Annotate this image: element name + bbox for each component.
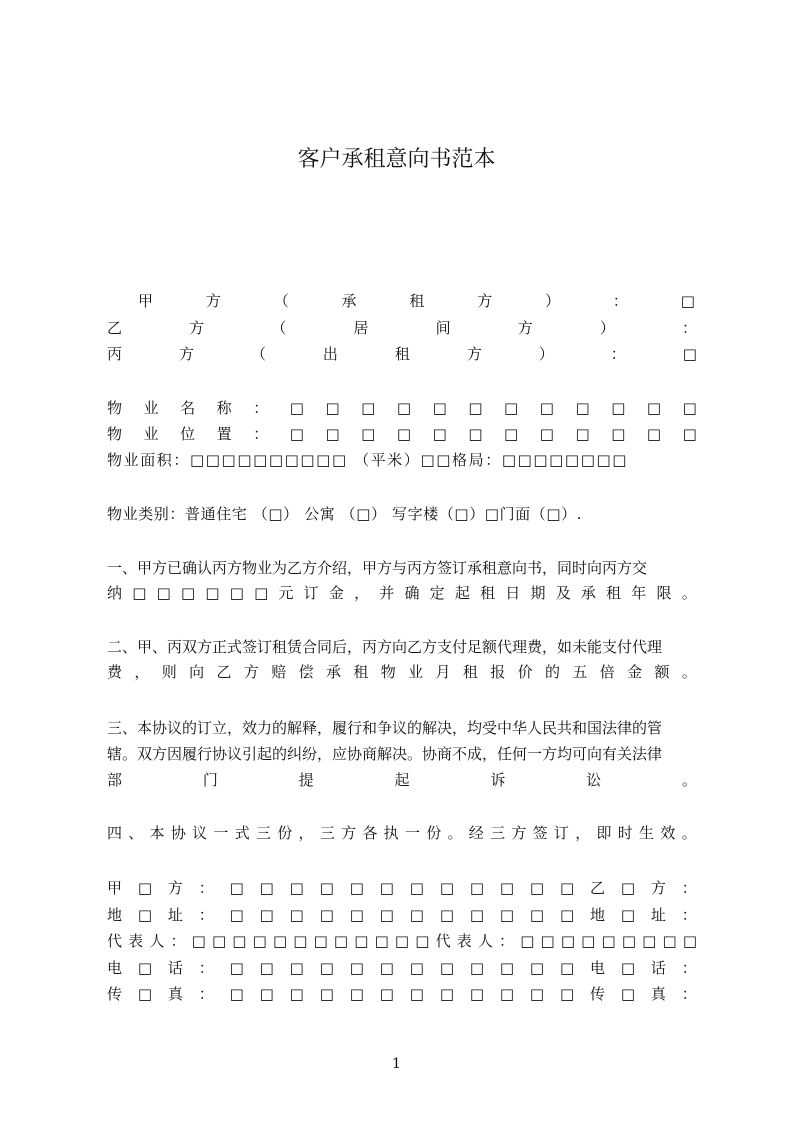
glyph: 纳 (107, 584, 123, 602)
glyph: 五 (572, 663, 588, 681)
glyph: 限 (656, 584, 672, 602)
glyph: 协 (170, 824, 186, 842)
glyph: □ (539, 425, 554, 443)
glyph: 人 (477, 932, 493, 950)
glyph: □ (646, 399, 662, 417)
glyph: □ (289, 906, 304, 924)
glyph: 表 (456, 932, 472, 950)
glyph: □ (211, 932, 227, 950)
glyph: 业 (408, 663, 424, 681)
glyph: □ (137, 959, 153, 977)
glyph: □ (379, 906, 394, 924)
glyph: ， (575, 824, 591, 842)
glyph: □ (439, 906, 455, 924)
glyph: □ (156, 584, 171, 602)
glyph: □ (560, 932, 576, 950)
glyph: 名 (180, 399, 196, 417)
party-c-line (107, 343, 697, 365)
glyph: 承 (326, 663, 342, 681)
glyph: □ (229, 906, 244, 924)
glyph: 。 (447, 824, 463, 842)
glyph: □ (439, 959, 455, 977)
glyph: □ (349, 879, 364, 897)
glyph: 经 (468, 824, 484, 842)
glyph: 即 (596, 824, 612, 842)
glyph: □ (396, 399, 412, 417)
glyph: 费 (107, 663, 123, 681)
glyph: 一 (213, 824, 229, 842)
glyph: 位 (180, 425, 196, 443)
glyph: 方 (477, 292, 493, 310)
glyph: □ (620, 879, 636, 897)
signature-address-line (107, 904, 697, 926)
glyph: □ (354, 932, 369, 950)
glyph: □ (646, 425, 662, 443)
glyph: 租 (394, 345, 410, 363)
glyph: 金 (627, 663, 643, 681)
glyph: □ (611, 425, 626, 443)
glyph: □ (289, 879, 304, 897)
glyph: 丙 (107, 345, 123, 363)
glyph: ： (253, 399, 269, 417)
glyph: □ (379, 985, 394, 1003)
glyph: 间 (435, 319, 451, 337)
glyph: □ (229, 584, 244, 602)
glyph: 则 (161, 663, 177, 681)
glyph: 租 (480, 584, 496, 602)
glyph: 。 (681, 824, 697, 842)
glyph: □ (252, 932, 267, 950)
glyph: 起 (454, 584, 470, 602)
glyph: ） (599, 319, 615, 337)
glyph: □ (361, 425, 376, 443)
glyph: □ (319, 959, 334, 977)
glyph: □ (272, 932, 288, 950)
clause-2-line-2 (107, 661, 697, 683)
glyph: 份 (426, 824, 442, 842)
glyph: □ (469, 959, 485, 977)
glyph: □ (439, 879, 455, 897)
signature-representative-line (107, 930, 697, 952)
signature-party-line (107, 877, 697, 899)
glyph: ： (198, 879, 214, 897)
glyph: □ (469, 906, 485, 924)
glyph: 乙 (216, 663, 232, 681)
glyph: 物 (107, 399, 123, 417)
glyph: （ (271, 319, 287, 337)
signature-fax-line (107, 983, 697, 1005)
glyph: 址 (167, 906, 183, 924)
glyph: 提 (298, 771, 314, 789)
glyph: 方 (243, 663, 259, 681)
glyph: 式 (234, 824, 250, 842)
glyph: □ (409, 985, 424, 1003)
glyph: □ (325, 425, 340, 443)
glyph: □ (191, 932, 206, 950)
glyph: 的 (545, 663, 561, 681)
glyph: 方 (650, 879, 666, 897)
glyph: ， (354, 584, 370, 602)
glyph: □ (601, 932, 616, 950)
glyph: 。 (681, 584, 697, 602)
glyph: □ (132, 584, 147, 602)
glyph: ， (134, 663, 150, 681)
glyph: □ (620, 906, 636, 924)
glyph: □ (559, 959, 575, 977)
party-b-line (107, 317, 697, 339)
signature-phone-line (107, 957, 697, 979)
clause-3-line-2: 辖。双方因履行协议引起的纠纷，应协商解决。协商不成，任何一方均可向有关法律 (107, 745, 663, 763)
glyph: □ (319, 985, 334, 1003)
glyph: 三 (490, 824, 506, 842)
glyph: 方 (189, 319, 205, 337)
glyph: 诉 (490, 771, 506, 789)
glyph: 报 (490, 663, 506, 681)
glyph: □ (581, 932, 596, 950)
glyph: 起 (394, 771, 410, 789)
glyph: 代 (435, 932, 451, 950)
glyph: □ (529, 985, 545, 1003)
glyph: 订 (303, 584, 319, 602)
glyph: 代 (107, 932, 123, 950)
glyph: □ (520, 932, 535, 950)
page-number: 1 (392, 1056, 401, 1072)
glyph: □ (349, 906, 364, 924)
glyph: 四 (107, 824, 123, 842)
clause-3-line-3 (107, 769, 697, 791)
glyph: 置 (216, 425, 232, 443)
glyph: 址 (650, 906, 666, 924)
property-area-line: 物业面积：□□□□□□□□□□ （平米）□□格局：□□□□□□□□ (107, 451, 629, 469)
glyph: □ (137, 985, 153, 1003)
glyph: 租 (606, 584, 622, 602)
glyph: 方 (178, 345, 194, 363)
glyph: □ (289, 959, 304, 977)
glyph: 话 (167, 959, 183, 977)
property-type-line: 物业类别：普通住宅 （□） 公寓 （□） 写字楼（□）□门面（□）. (107, 505, 583, 523)
glyph: □ (259, 985, 274, 1003)
glyph: □ (319, 906, 334, 924)
glyph: （ (273, 292, 289, 310)
glyph: 向 (189, 663, 205, 681)
glyph: □ (349, 985, 364, 1003)
glyph: □ (259, 959, 274, 977)
glyph: 元 (278, 584, 294, 602)
glyph: 物 (380, 663, 396, 681)
glyph: □ (559, 906, 575, 924)
glyph: 乙 (107, 319, 123, 337)
glyph: 三 (255, 824, 271, 842)
glyph: □ (499, 906, 515, 924)
glyph: 甲 (107, 879, 123, 897)
glyph: 一 (404, 824, 420, 842)
glyph: 。 (681, 771, 697, 789)
glyph: ： (610, 345, 626, 363)
glyph: ） (538, 345, 554, 363)
glyph: 日 (505, 584, 521, 602)
glyph: □ (539, 399, 554, 417)
glyph: □ (575, 425, 590, 443)
glyph: 传 (589, 985, 605, 1003)
glyph: 部 (107, 771, 123, 789)
glyph: 话 (650, 959, 666, 977)
glyph: □ (682, 345, 697, 363)
glyph: 地 (589, 906, 605, 924)
glyph: 议 (192, 824, 208, 842)
glyph: ： (681, 906, 697, 924)
glyph: □ (469, 879, 485, 897)
glyph: □ (374, 932, 389, 950)
glyph: 传 (107, 985, 123, 1003)
glyph: □ (409, 879, 424, 897)
glyph: □ (293, 932, 308, 950)
glyph: 租 (353, 663, 369, 681)
glyph: 月 (435, 663, 451, 681)
glyph: 租 (409, 292, 425, 310)
glyph: □ (468, 399, 483, 417)
glyph: 。 (681, 663, 697, 681)
glyph: □ (229, 879, 244, 897)
glyph: ： (499, 932, 515, 950)
glyph: 真 (167, 985, 183, 1003)
glyph: 定 (429, 584, 445, 602)
glyph: ： (253, 425, 269, 443)
glyph: 电 (589, 959, 605, 977)
glyph: 地 (107, 906, 123, 924)
clause-1-line-1: 一、甲方已确认丙方物业为乙方介绍，甲方与丙方签订承租意向书，同时向丙方交 (107, 559, 648, 577)
glyph: □ (529, 879, 545, 897)
glyph: □ (611, 399, 626, 417)
glyph: 承 (341, 292, 357, 310)
glyph: □ (289, 985, 304, 1003)
glyph: □ (409, 959, 424, 977)
glyph: □ (259, 879, 274, 897)
glyph: □ (620, 985, 636, 1003)
glyph: □ (137, 879, 153, 897)
clause-2-line-1: 二、甲、丙双方正式签订租赁合同后，丙方向乙方支付足额代理费，如未能支付代理 (107, 638, 663, 656)
glyph: □ (394, 932, 410, 950)
glyph: 年 (631, 584, 647, 602)
glyph: 讼 (586, 771, 602, 789)
glyph: 电 (107, 959, 123, 977)
glyph: □ (682, 932, 697, 950)
glyph: □ (229, 985, 244, 1003)
glyph: 倍 (599, 663, 615, 681)
glyph: □ (205, 584, 220, 602)
glyph: □ (349, 959, 364, 977)
clause-3-line-1: 三、本协议的订立，效力的解释，履行和争议的解决，均受中华人民共和国法律的管 (107, 719, 663, 737)
glyph: □ (682, 425, 697, 443)
glyph: 本 (149, 824, 165, 842)
glyph: 额 (654, 663, 670, 681)
glyph: 及 (555, 584, 571, 602)
glyph: （ (250, 345, 266, 363)
glyph: □ (559, 985, 575, 1003)
glyph: 称 (216, 399, 232, 417)
glyph: 订 (553, 824, 569, 842)
glyph: □ (468, 425, 483, 443)
glyph: 、 (128, 824, 144, 842)
glyph: □ (620, 959, 636, 977)
glyph: 确 (404, 584, 420, 602)
glyph: 价 (517, 663, 533, 681)
glyph: □ (680, 292, 695, 310)
glyph: □ (137, 906, 153, 924)
glyph: 乙 (589, 879, 605, 897)
glyph: 并 (379, 584, 395, 602)
glyph: 表 (128, 932, 144, 950)
glyph: ： (681, 959, 697, 977)
glyph: 居 (353, 319, 369, 337)
glyph: ： (170, 932, 186, 950)
glyph: 偿 (298, 663, 314, 681)
property-name-line (107, 397, 697, 419)
glyph: □ (529, 959, 545, 977)
glyph: 赔 (271, 663, 287, 681)
glyph: ： (198, 959, 214, 977)
glyph: 方 (341, 824, 357, 842)
glyph: ： (681, 319, 697, 337)
glyph: 各 (362, 824, 378, 842)
glyph: □ (682, 399, 697, 417)
glyph: □ (575, 399, 590, 417)
glyph: □ (415, 932, 430, 950)
glyph: 方 (466, 345, 482, 363)
glyph: ： (681, 879, 697, 897)
glyph: ： (198, 985, 214, 1003)
party-a-line (138, 290, 695, 312)
glyph: 金 (328, 584, 344, 602)
glyph: 业 (143, 399, 159, 417)
glyph: 方 (517, 319, 533, 337)
glyph: □ (504, 399, 519, 417)
glyph: □ (254, 584, 269, 602)
document-title: 客户承租意向书范本 (297, 147, 496, 172)
glyph: ） (545, 292, 561, 310)
glyph: 方 (167, 879, 183, 897)
glyph: 业 (143, 425, 159, 443)
glyph: □ (379, 959, 394, 977)
glyph: □ (559, 879, 575, 897)
property-location-line (107, 423, 697, 445)
glyph: 效 (660, 824, 676, 842)
glyph: 门 (202, 771, 218, 789)
glyph: □ (432, 399, 447, 417)
glyph: 签 (532, 824, 548, 842)
glyph: 执 (383, 824, 399, 842)
glyph: 承 (580, 584, 596, 602)
glyph: □ (504, 425, 519, 443)
glyph: □ (325, 399, 340, 417)
glyph: 物 (107, 425, 123, 443)
glyph: □ (313, 932, 328, 950)
glyph: □ (361, 399, 376, 417)
glyph: □ (529, 906, 545, 924)
clause-4-line (107, 822, 697, 844)
glyph: □ (621, 932, 637, 950)
glyph: ： (681, 985, 697, 1003)
glyph: □ (499, 879, 515, 897)
glyph: 时 (617, 824, 633, 842)
glyph: 三 (319, 824, 335, 842)
glyph: □ (409, 906, 424, 924)
glyph: □ (379, 879, 394, 897)
glyph: □ (499, 985, 515, 1003)
glyph: □ (259, 906, 274, 924)
glyph: 甲 (138, 292, 154, 310)
glyph: □ (180, 584, 196, 602)
glyph: 份 (277, 824, 293, 842)
glyph: 真 (650, 985, 666, 1003)
glyph: 出 (322, 345, 338, 363)
glyph: 期 (530, 584, 546, 602)
glyph: □ (540, 932, 555, 950)
glyph: 租 (462, 663, 478, 681)
glyph: □ (642, 932, 657, 950)
glyph: ， (298, 824, 314, 842)
glyph: □ (662, 932, 677, 950)
glyph: □ (469, 985, 485, 1003)
glyph: 人 (149, 932, 165, 950)
glyph: ： (612, 292, 628, 310)
glyph: ： (198, 906, 214, 924)
glyph: □ (232, 932, 247, 950)
glyph: 生 (639, 824, 655, 842)
glyph: □ (289, 425, 304, 443)
glyph: □ (229, 959, 244, 977)
glyph: 方 (205, 292, 221, 310)
glyph: □ (439, 985, 455, 1003)
clause-1-line-2 (107, 582, 697, 604)
glyph: 方 (511, 824, 527, 842)
glyph: □ (499, 959, 515, 977)
glyph: □ (432, 425, 447, 443)
glyph: □ (319, 879, 334, 897)
glyph: □ (396, 425, 412, 443)
glyph: □ (289, 399, 304, 417)
glyph: □ (333, 932, 349, 950)
